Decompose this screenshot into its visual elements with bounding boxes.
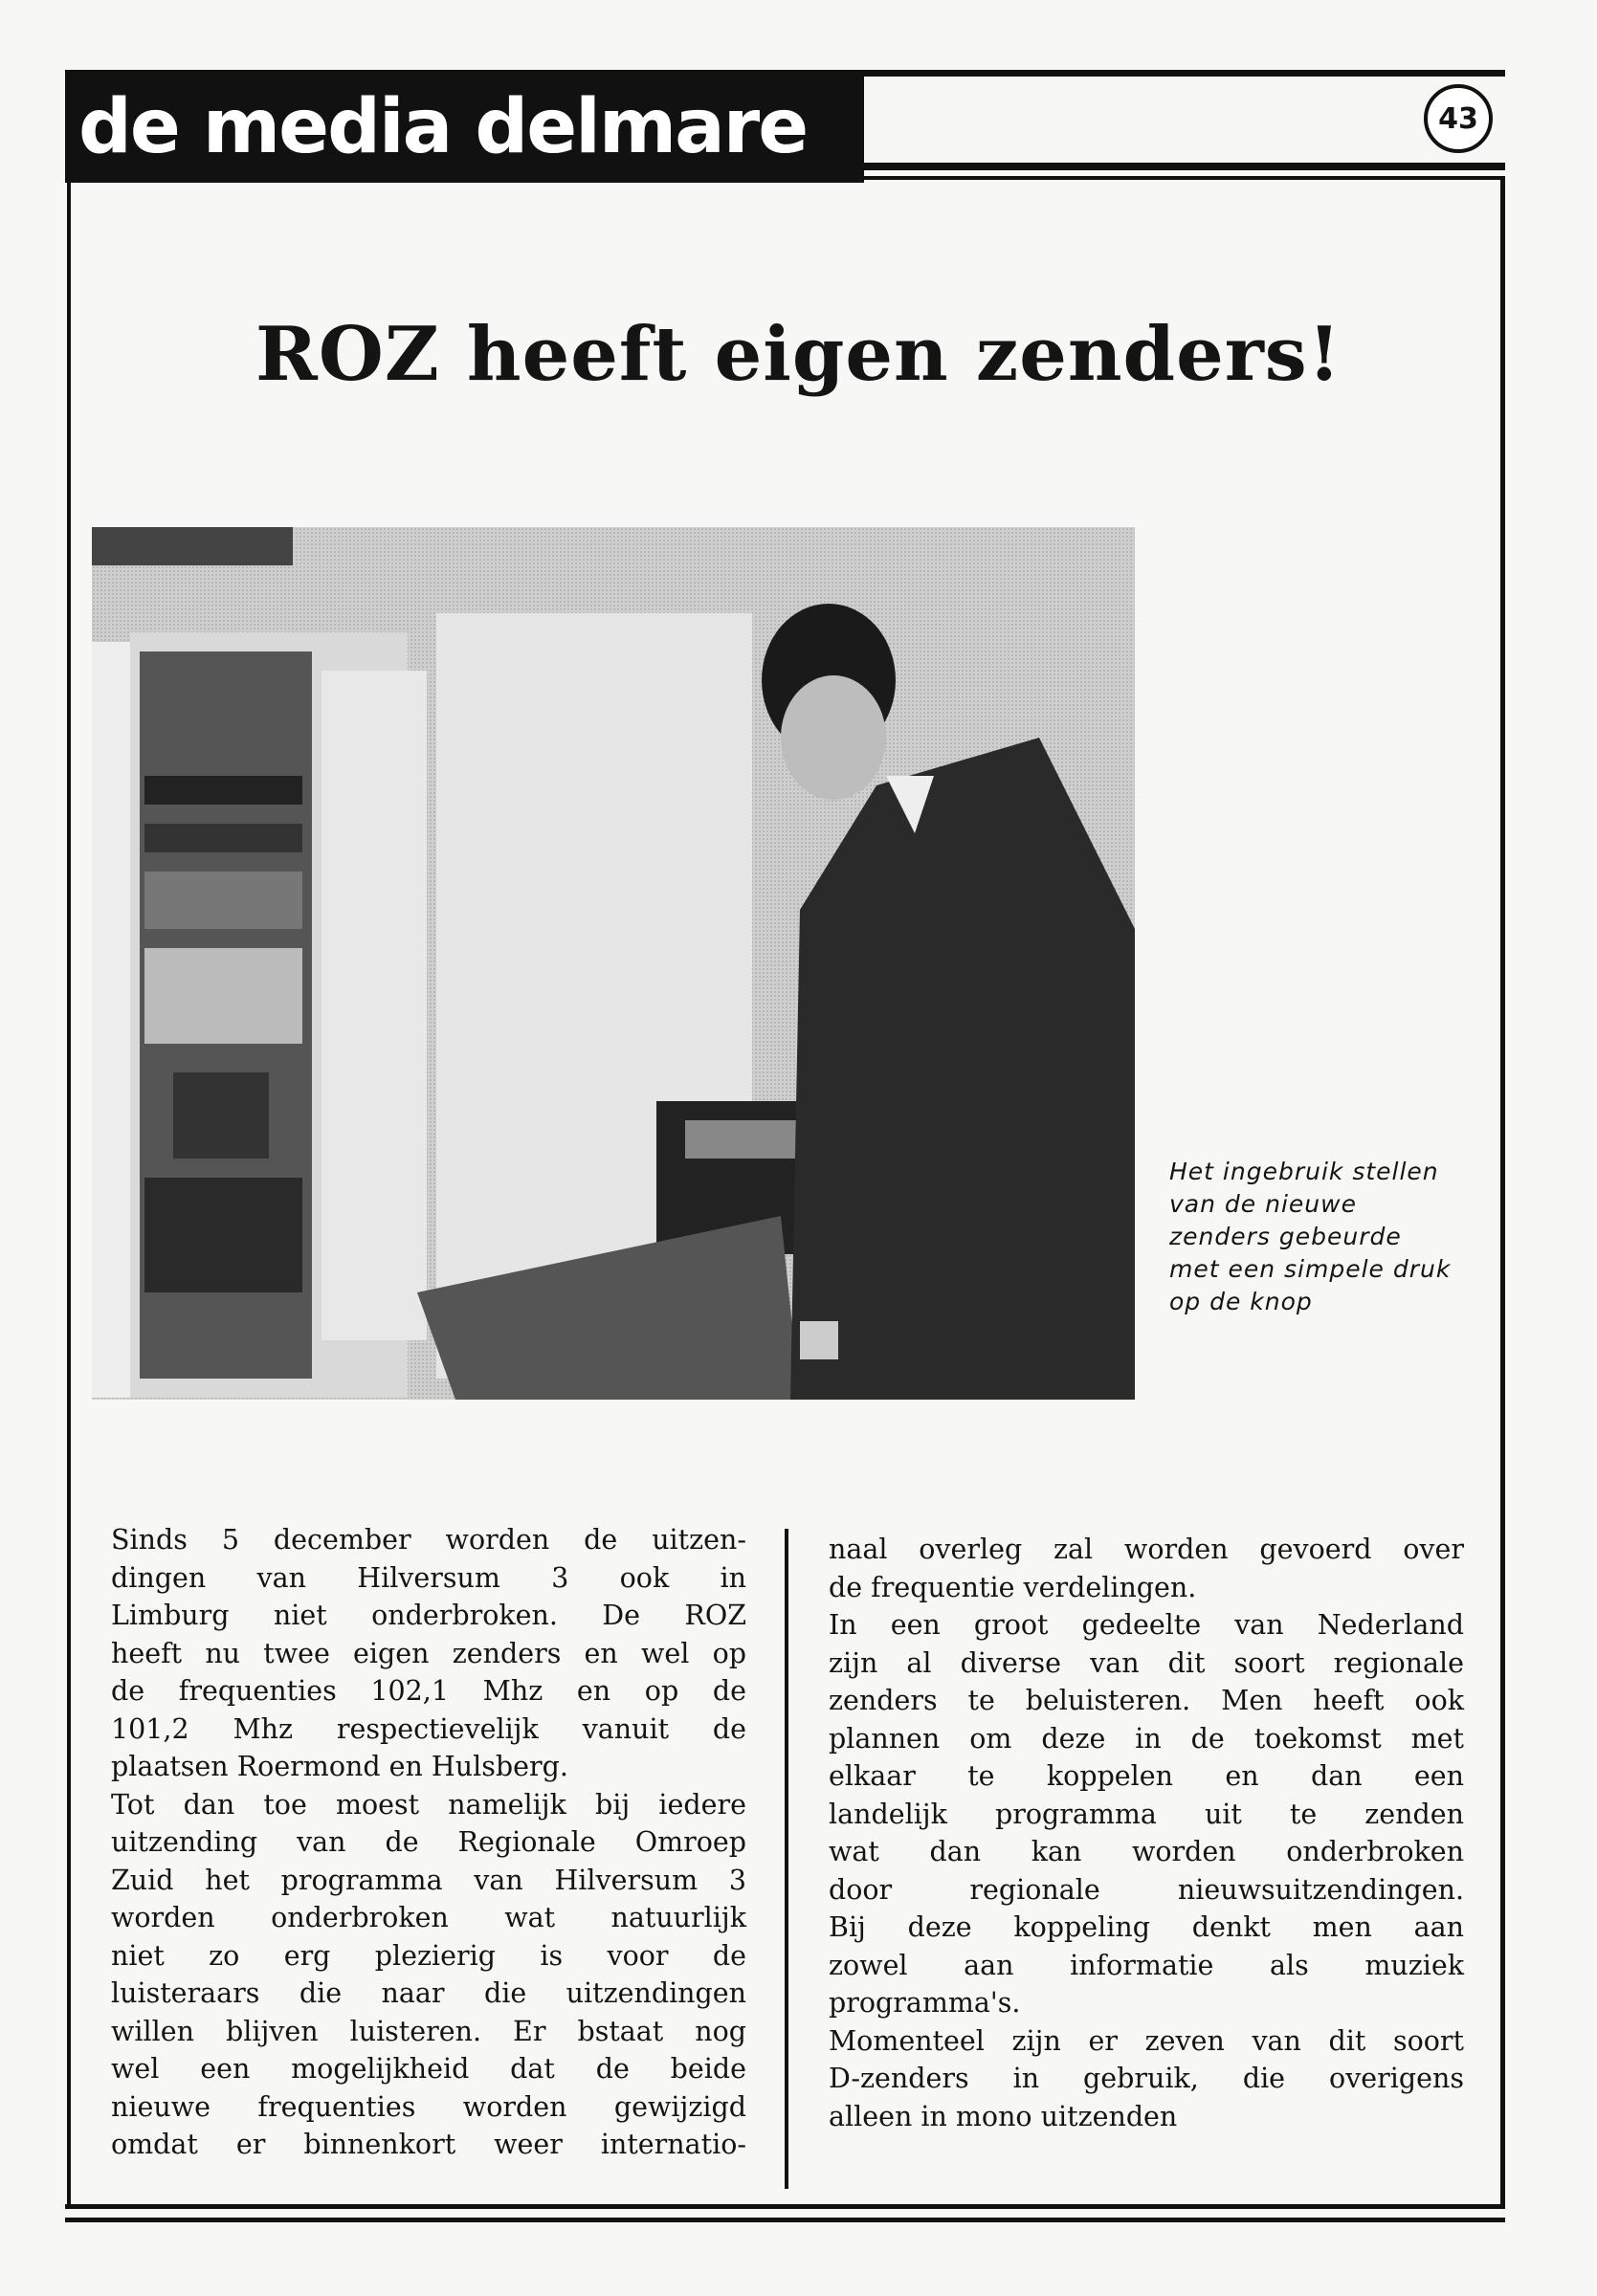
footer-rule xyxy=(65,2204,1505,2209)
text-line: In een groot gedeelte van Nederland xyxy=(829,1609,1464,1641)
text-line: zowel aan informatie als muziek xyxy=(829,1949,1464,1981)
text-line: omdat er binnenkort weer internatio- xyxy=(111,2129,746,2160)
article-title: ROZ heeft eigen zenders! xyxy=(255,311,1342,398)
text-line: dingen van Hilversum 3 ook in xyxy=(111,1561,746,1594)
caption-line: van de nieuwe xyxy=(1169,1190,1357,1218)
text-line: D-zenders in gebruik, die overigens xyxy=(829,2063,1464,2094)
text-line: de frequentie verdelingen. xyxy=(829,1571,1197,1603)
text-line: alleen in mono uitzenden xyxy=(829,2100,1178,2132)
page-number-badge: 43 xyxy=(1424,84,1493,153)
text-line: naal overleg zal worden gevoerd over xyxy=(829,1534,1464,1565)
header-rule xyxy=(864,163,1505,170)
text-line: plannen om deze in de toekomst met xyxy=(829,1722,1464,1755)
footer-rule-second xyxy=(65,2218,1505,2222)
text-line: Momenteel zijn er zeven van dit soort xyxy=(829,2024,1464,2057)
text-line: wel een mogelijkheid dat de beide xyxy=(111,2053,746,2085)
article-column-right xyxy=(829,1531,1464,2135)
text-line: Sinds 5 december worden de uitzen- xyxy=(111,1524,746,1556)
caption-line: met een simpele druk xyxy=(1169,1255,1452,1283)
text-line: plaatsen Roermond en Hulsberg. xyxy=(111,1751,568,1782)
text-line: zijn al diverse van dit soort regionale xyxy=(829,1646,1464,1679)
caption-line: zenders gebeurde xyxy=(1169,1223,1402,1250)
text-line: heeft nu twee eigen zenders en wel op xyxy=(111,1637,746,1669)
text-line: nieuwe frequenties worden gewijzigd xyxy=(111,2090,746,2123)
text-line: programma's. xyxy=(829,1987,1021,2019)
publication-logo: de media delmare xyxy=(78,84,808,170)
caption-line: Het ingebruik stellen xyxy=(1169,1158,1439,1185)
text-line: Tot dan toe moest namelijk bij iedere xyxy=(111,1788,746,1821)
text-line: zenders te beluisteren. Men heeft ook xyxy=(829,1685,1464,1716)
text-line: de frequenties 102,1 Mhz en op de xyxy=(111,1675,746,1707)
text-line: elkaar te koppelen en dan een xyxy=(829,1760,1464,1792)
text-line: willen blijven luisteren. Er bstaat nog xyxy=(111,2015,746,2047)
text-line: Bij deze koppeling denkt men aan xyxy=(829,1911,1464,1943)
text-line: Zuid het programma van Hilversum 3 xyxy=(111,1864,746,1896)
text-line: uitzending van de Regionale Omroep xyxy=(111,1826,746,1858)
caption-line: op de knop xyxy=(1169,1288,1313,1315)
text-line: worden onderbroken wat natuurlijk xyxy=(111,1902,746,1933)
text-line: door regionale nieuwsuitzendingen. xyxy=(829,1873,1464,1906)
text-line: luisteraars die naar die uitzendingen xyxy=(111,1977,746,2009)
article-column-left xyxy=(111,1521,746,2164)
text-line: Limburg niet onderbroken. De ROZ xyxy=(111,1600,746,1631)
text-line: landelijk programma uit te zenden xyxy=(829,1798,1464,1830)
text-line: wat dan kan worden onderbroken xyxy=(829,1836,1464,1867)
photo-caption xyxy=(1169,1156,1495,1318)
text-line: 101,2 Mhz respectievelijk vanuit de xyxy=(111,1712,746,1745)
text-line: niet zo erg plezierig is voor de xyxy=(111,1939,746,1972)
article-photo xyxy=(92,527,1135,1400)
column-divider xyxy=(785,1529,788,2189)
